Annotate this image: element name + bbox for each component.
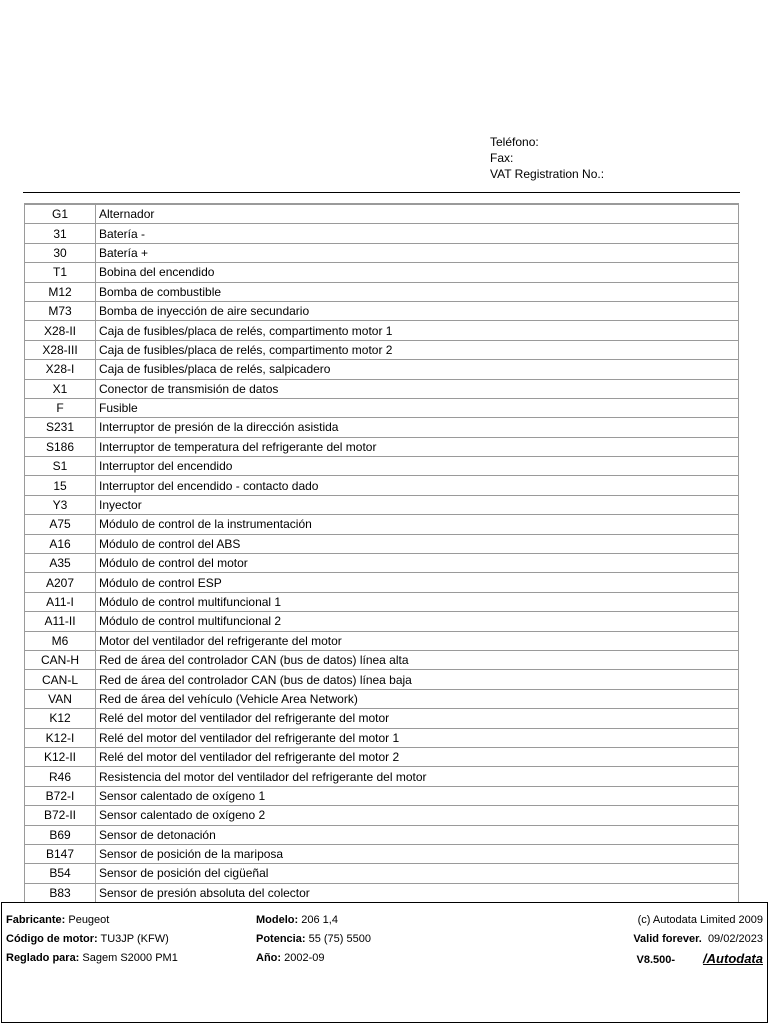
table-row [25,592,739,611]
component-description: Caja de fusibles/placa de relés, compartimento motor 2 [96,340,739,359]
table-row [25,224,739,243]
model-label: Modelo: [256,914,299,926]
component-code: 31 [25,224,96,243]
table-row [25,709,739,728]
copyright-text: (c) Autodata Limited 2009 [637,914,763,926]
component-description: Módulo de control multifuncional 1 [96,592,739,611]
component-code: Y3 [25,495,96,514]
component-code: B72-II [25,806,96,825]
table-row [25,457,739,476]
model-value: 206 1,4 [301,914,338,926]
components-table [24,204,739,903]
version-text: V8.500- [636,954,676,966]
table-row [25,786,739,805]
component-description: Relé del motor del ventilador del refrigerante del motor 1 [96,728,739,747]
tuned-for-value: Sagem S2000 PM1 [82,952,178,964]
fax-label: Fax: [490,151,514,165]
component-description: Interruptor del encendido [96,457,739,476]
component-code: S1 [25,457,96,476]
component-description: Módulo de control multifuncional 2 [96,612,739,631]
component-description: Batería - [96,224,739,243]
phone-label: Teléfono: [490,135,539,149]
table-row [25,534,739,553]
table-row [25,631,739,650]
table-row [25,282,739,301]
table-row [25,301,739,320]
component-code: A16 [25,534,96,553]
table-row [25,864,739,883]
component-description: Bomba de combustible [96,282,739,301]
table-row [25,515,739,534]
component-code: K12-I [25,728,96,747]
component-code: B147 [25,844,96,863]
table-row [25,263,739,282]
table-row [25,825,739,844]
component-description: Red de área del controlador CAN (bus de datos) línea alta [96,650,739,669]
component-code: M12 [25,282,96,301]
component-description: Bobina del encendido [96,263,739,282]
component-description: Módulo de control de la instrumentación [96,515,739,534]
component-description: Relé del motor del ventilador del refrigerante del motor 2 [96,747,739,766]
manufacturer-label: Fabricante: [6,914,66,926]
component-code: K12-II [25,747,96,766]
table-row [25,650,739,669]
table-row [25,476,739,495]
component-description: Interruptor del encendido - contacto dado [96,476,739,495]
footer-middle [256,911,371,968]
component-code: S231 [25,418,96,437]
table-row [25,418,739,437]
table-row [25,728,739,747]
manufacturer-row [6,911,178,930]
components-table-container [24,203,739,904]
component-description: Módulo de control del motor [96,554,739,573]
table-row [25,573,739,592]
component-code: A11-II [25,612,96,631]
power-label: Potencia: [256,933,306,945]
component-description: Resistencia del motor del ventilador del refrigerante del motor [96,767,739,786]
component-description: Interruptor de presión de la dirección asistida [96,418,739,437]
power-value: 55 (75) 5500 [308,933,371,945]
table-row [25,379,739,398]
tuned-for-label: Reglado para: [6,952,80,964]
engine-code-value: TU3JP (KFW) [100,933,169,945]
component-description: Inyector [96,495,739,514]
component-code: F [25,398,96,417]
table-row [25,205,739,224]
model-row [256,911,371,930]
component-code: X28-III [25,340,96,359]
component-code: 15 [25,476,96,495]
component-description: Sensor calentado de oxígeno 1 [96,786,739,805]
component-description: Batería + [96,243,739,262]
table-row [25,243,739,262]
component-description: Interruptor de temperatura del refrigerante del motor [96,437,739,456]
table-row [25,360,739,379]
component-code: A11-I [25,592,96,611]
component-code: G1 [25,205,96,224]
component-code: B69 [25,825,96,844]
component-code: A207 [25,573,96,592]
year-label: Año: [256,952,282,964]
component-code: X28-II [25,321,96,340]
engine-code-label: Código de motor: [6,933,98,945]
component-code: B72-I [25,786,96,805]
table-row [25,806,739,825]
component-description: Bomba de inyección de aire secundario [96,301,739,320]
manufacturer-value: Peugeot [68,914,110,926]
component-code: X28-I [25,360,96,379]
component-description: Sensor de detonación [96,825,739,844]
component-description: Relé del motor del ventilador del refrigerante del motor [96,709,739,728]
contact-block [490,134,604,182]
power-row [256,930,371,949]
component-description: Alternador [96,205,739,224]
table-row [25,612,739,631]
engine-code-row [6,930,178,949]
autodata-logo: /Autodata [703,951,763,966]
component-code: VAN [25,689,96,708]
component-code: CAN-L [25,670,96,689]
component-code: 30 [25,243,96,262]
component-code: K12 [25,709,96,728]
component-description: Red de área del vehículo (Vehicle Area Network) [96,689,739,708]
component-code: B54 [25,864,96,883]
table-row [25,767,739,786]
table-row [25,321,739,340]
table-row [25,689,739,708]
component-description: Módulo de control ESP [96,573,739,592]
component-description: Caja de fusibles/placa de relés, compartimento motor 1 [96,321,739,340]
table-row [25,883,739,902]
table-row [25,554,739,573]
year-row [256,949,371,968]
component-description: Sensor de presión absoluta del colector [96,883,739,902]
vat-label: VAT Registration No.: [490,167,605,181]
component-code: M6 [25,631,96,650]
component-code: CAN-H [25,650,96,669]
table-row [25,495,739,514]
header-divider [23,192,740,193]
component-code: A35 [25,554,96,573]
table-row [25,340,739,359]
component-description: Sensor de posición de la mariposa [96,844,739,863]
component-description: Caja de fusibles/placa de relés, salpicadero [96,360,739,379]
component-description: Fusible [96,398,739,417]
component-code: A75 [25,515,96,534]
component-code: S186 [25,437,96,456]
component-code: T1 [25,263,96,282]
component-code: X1 [25,379,96,398]
footer-left [6,911,178,968]
component-description: Motor del ventilador del refrigerante del motor [96,631,739,650]
component-description: Módulo de control del ABS [96,534,739,553]
valid-label: Valid forever. [633,933,702,945]
component-code: R46 [25,767,96,786]
version-row [633,949,763,970]
table-row [25,437,739,456]
table-row [25,670,739,689]
valid-date: 09/02/2023 [707,933,763,945]
footer-right [633,911,763,970]
component-description: Sensor calentado de oxígeno 2 [96,806,739,825]
tuned-for-row [6,949,178,968]
component-code: M73 [25,301,96,320]
footer [1,902,768,1023]
component-description: Conector de transmisión de datos [96,379,739,398]
year-value: 2002-09 [284,952,325,964]
table-row [25,747,739,766]
table-row [25,398,739,417]
table-row [25,844,739,863]
component-code: B83 [25,883,96,902]
components-table-body [25,205,739,903]
validity-row [633,930,763,949]
component-description: Red de área del controlador CAN (bus de datos) línea baja [96,670,739,689]
component-description: Sensor de posición del cigüeñal [96,864,739,883]
